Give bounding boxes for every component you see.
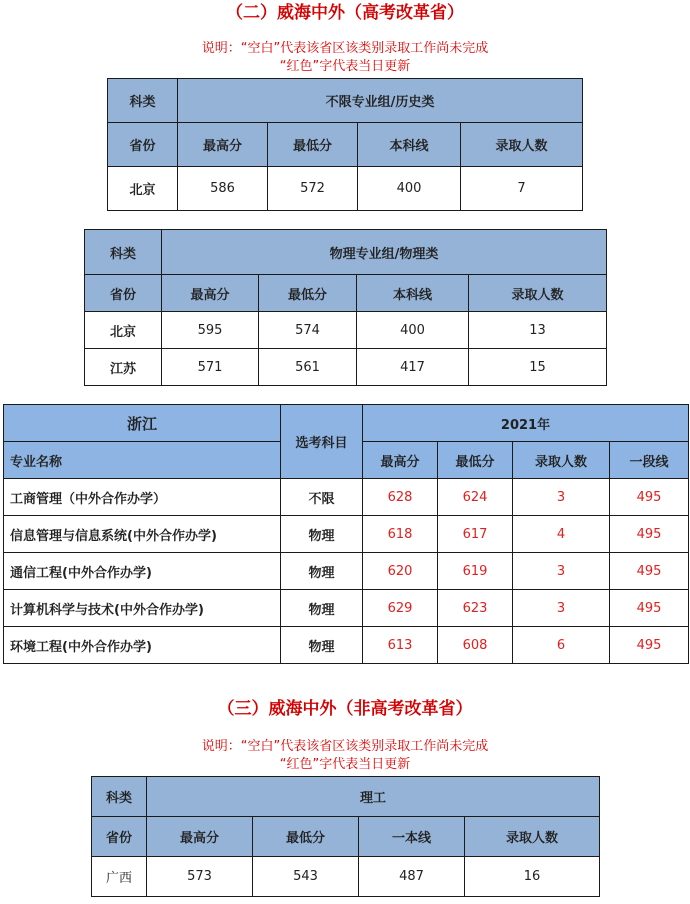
min-cell: 624 (438, 479, 513, 516)
category-value: 不限专业组/历史类 (178, 79, 583, 123)
label-province: 省份 (92, 817, 147, 857)
province-cell: 江苏 (85, 349, 162, 386)
subject-cell: 不限 (281, 479, 363, 516)
max-cell: 618 (363, 516, 438, 553)
col-line: 本科线 (357, 275, 469, 312)
subject-cell: 物理 (281, 516, 363, 553)
max-cell: 629 (363, 590, 438, 627)
min-cell: 617 (438, 516, 513, 553)
province-cell: 广西 (92, 857, 147, 897)
max-cell: 573 (147, 857, 253, 897)
col-count: 录取人数 (465, 817, 600, 857)
min-cell: 608 (438, 627, 513, 664)
max-cell: 571 (162, 349, 259, 386)
province-cell: 北京 (85, 312, 162, 349)
count-cell: 7 (461, 167, 583, 211)
col-max: 最高分 (178, 123, 268, 167)
count-cell: 15 (469, 349, 607, 386)
line-cell: 495 (610, 590, 689, 627)
line-cell: 495 (610, 553, 689, 590)
table-row (92, 857, 600, 897)
count-cell: 3 (513, 479, 610, 516)
min-cell: 572 (268, 167, 358, 211)
line-cell: 400 (358, 167, 461, 211)
subject-cell: 物理 (281, 627, 363, 664)
col-count: 录取人数 (469, 275, 607, 312)
max-cell: 586 (178, 167, 268, 211)
count-cell: 3 (513, 590, 610, 627)
col-min: 最低分 (253, 817, 359, 857)
table-row (108, 167, 583, 211)
max-cell: 620 (363, 553, 438, 590)
max-cell: 595 (162, 312, 259, 349)
label-category: 科类 (108, 79, 178, 123)
table-row (4, 553, 689, 590)
line-cell: 487 (359, 857, 465, 897)
col-max: 最高分 (363, 442, 438, 479)
col-line: 一本线 (359, 817, 465, 857)
section-title-reform: （二）威海中外（高考改革省） (226, 3, 464, 23)
line-cell: 495 (610, 627, 689, 664)
table-row (85, 349, 607, 386)
line-cell: 400 (357, 312, 469, 349)
label-category: 科类 (92, 777, 147, 817)
table-row (85, 312, 607, 349)
note-line-blank: 说明：“空白”代表该省区该类别录取工作尚未完成 (201, 41, 489, 56)
col-count: 录取人数 (461, 123, 583, 167)
col-min: 最低分 (438, 442, 513, 479)
table-row (4, 627, 689, 664)
section-title-nonreform: （三）威海中外（非高考改革省） (217, 699, 473, 719)
year-header: 2021年 (363, 405, 689, 442)
line-cell: 495 (610, 479, 689, 516)
count-cell: 6 (513, 627, 610, 664)
min-cell: 623 (438, 590, 513, 627)
table-science-engineering (91, 776, 600, 897)
count-cell: 13 (469, 312, 607, 349)
table-row (4, 516, 689, 553)
category-value: 理工 (147, 777, 600, 817)
note-line-blank: 说明：“空白”代表该省区该类别录取工作尚未完成 (201, 739, 489, 754)
label-province: 省份 (85, 275, 162, 312)
min-cell: 561 (259, 349, 357, 386)
category-value: 物理专业组/物理类 (162, 230, 607, 275)
note-line-red: “红色”字代表当日更新 (279, 757, 411, 772)
subject-header: 选考科目 (281, 405, 363, 479)
subject-cell: 物理 (281, 553, 363, 590)
table-row (4, 590, 689, 627)
min-cell: 574 (259, 312, 357, 349)
col-min: 最低分 (268, 123, 358, 167)
min-cell: 619 (438, 553, 513, 590)
major-header: 专业名称 (4, 442, 281, 479)
major-cell: 通信工程(中外合作办学) (4, 553, 281, 590)
col-max: 最高分 (147, 817, 253, 857)
col-count: 录取人数 (513, 442, 610, 479)
count-cell: 16 (465, 857, 600, 897)
major-cell: 计算机科学与技术(中外合作办学) (4, 590, 281, 627)
max-cell: 628 (363, 479, 438, 516)
table-row (4, 479, 689, 516)
table-history-category (107, 78, 583, 211)
min-cell: 543 (253, 857, 359, 897)
label-province: 省份 (108, 123, 178, 167)
province-cell: 北京 (108, 167, 178, 211)
count-cell: 4 (513, 516, 610, 553)
province-header: 浙江 (4, 405, 281, 442)
count-cell: 3 (513, 553, 610, 590)
max-cell: 613 (363, 627, 438, 664)
note-line-red: “红色”字代表当日更新 (279, 59, 411, 74)
col-line: 本科线 (358, 123, 461, 167)
col-max: 最高分 (162, 275, 259, 312)
table-zhejiang (3, 404, 689, 664)
col-line: 一段线 (610, 442, 689, 479)
major-cell: 工商管理（中外合作办学） (4, 479, 281, 516)
major-cell: 环境工程(中外合作办学) (4, 627, 281, 664)
line-cell: 495 (610, 516, 689, 553)
line-cell: 417 (357, 349, 469, 386)
major-cell: 信息管理与信息系统(中外合作办学) (4, 516, 281, 553)
label-category: 科类 (85, 230, 162, 275)
table-physics-category (84, 229, 607, 386)
col-min: 最低分 (259, 275, 357, 312)
subject-cell: 物理 (281, 590, 363, 627)
